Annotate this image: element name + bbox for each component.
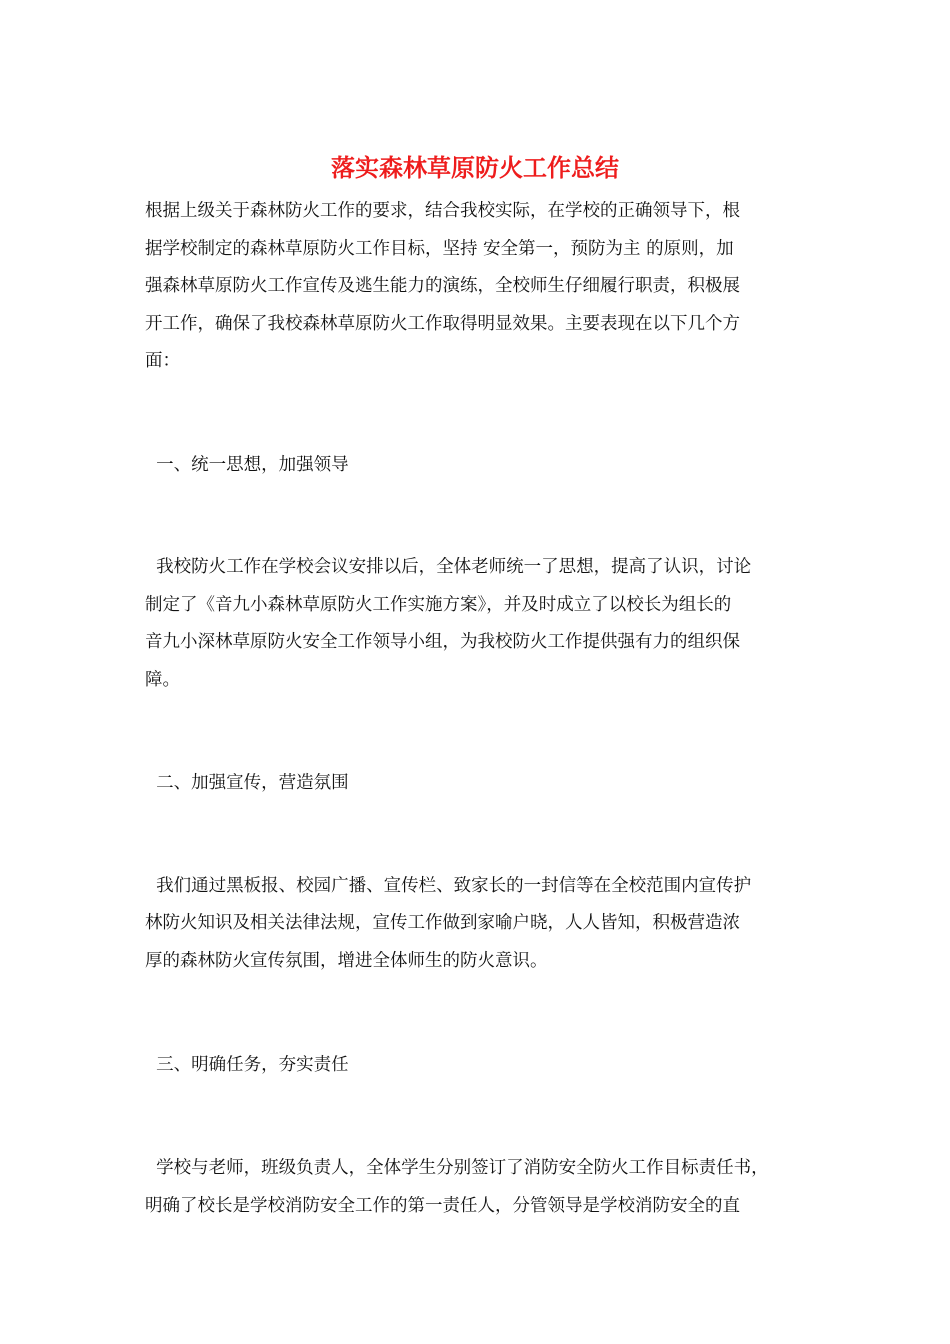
paragraph-line: 根据上级关于森林防火工作的要求，结合我校实际，在学校的正确领导下，根 [145,201,740,221]
paragraph-line: 制定了《音九小森林草原防火工作实施方案》，并及时成立了以校长为组长的 [145,595,732,615]
paragraph-line: 障。 [145,670,180,690]
section-heading: 一、统一思想，加强领导 [145,455,349,475]
paragraph-line: 据学校制定的森林草原防火工作目标，坚持 安全第一，预防为主 的原则，加 [145,239,734,259]
paragraph-line: 林防火知识及相关法律法规，宣传工作做到家喻户晓，人人皆知，积极营造浓 [145,913,740,933]
paragraph-line: 我们通过黑板报、校园广播、宣传栏、致家长的一封信等在全校范围内宣传护 [145,876,752,896]
paragraph-line: 开工作，确保了我校森林草原防火工作取得明显效果。主要表现在以下几个方 [145,314,740,334]
paragraph-line: 面： [145,351,180,371]
section-heading: 三、明确任务，夯实责任 [145,1055,349,1075]
paragraph-line: 我校防火工作在学校会议安排以后，全体老师统一了思想，提高了认识，讨论 [145,557,752,577]
paragraph-line: 音九小深林草原防火安全工作领导小组，为我校防火工作提供强有力的组织保 [145,632,740,652]
paragraph-line: 强森林草原防火工作宣传及逃生能力的演练，全校师生仔细履行职责，积极展 [145,276,740,296]
paragraph-line: 学校与老师，班级负责人，全体学生分别签订了消防安全防火工作目标责任书， [145,1158,769,1178]
paragraph-line: 厚的森林防火宣传氛围，增进全体师生的防火意识。 [145,951,548,971]
document-title: 落实森林草原防火工作总结 [331,154,619,182]
paragraph-line: 明确了校长是学校消防安全工作的第一责任人，分管领导是学校消防安全的直 [145,1196,740,1216]
section-heading: 二、加强宣传，营造氛围 [145,773,349,793]
